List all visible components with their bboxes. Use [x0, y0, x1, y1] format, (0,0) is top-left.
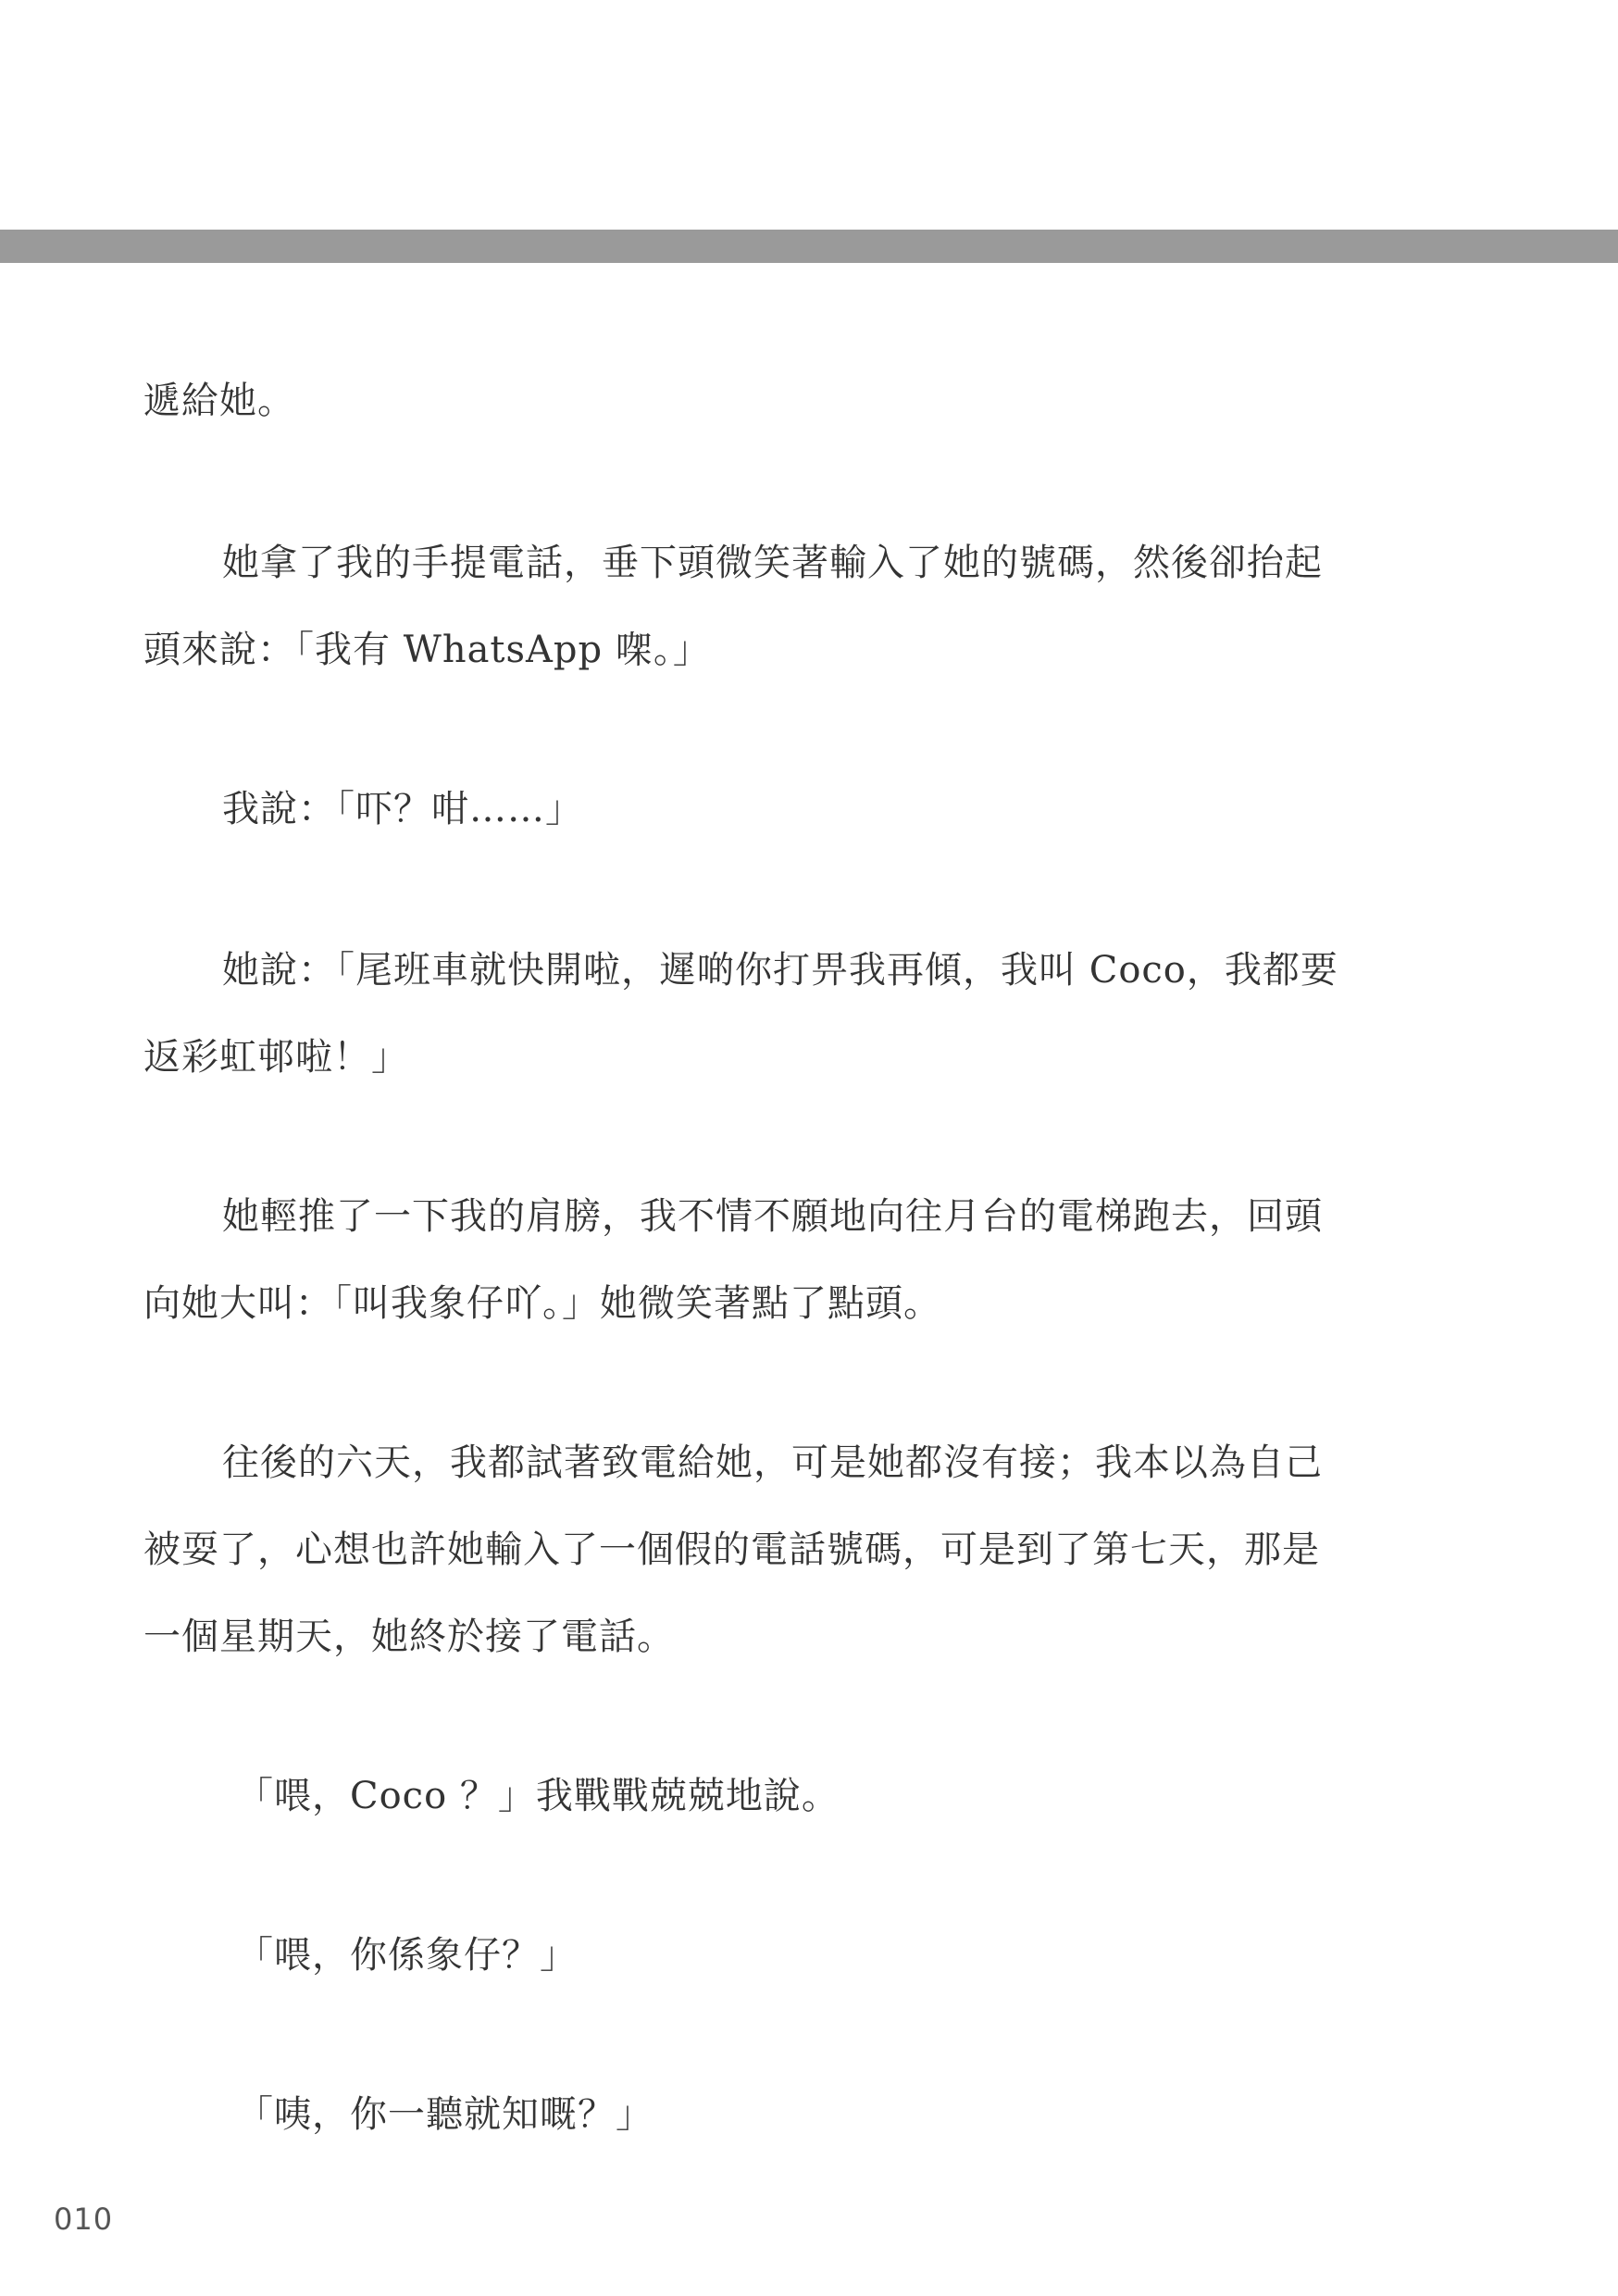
text-line: 她輕推了一下我的肩膀，我不情不願地向往月台的電梯跑去，回頭	[222, 1195, 1323, 1238]
text-line: 一個星期天，她終於接了電話。	[143, 1616, 675, 1658]
text-line: 返彩虹邨啦！」	[143, 1036, 409, 1079]
text-line: 向她大叫：「叫我象仔吖。」她微笑著點了點頭。	[143, 1282, 941, 1325]
text-line: 她說：「尾班車就快開啦，遲啲你打畀我再傾，我叫 Coco，我都要	[222, 949, 1338, 992]
text-line: 頭來說：「我有 WhatsApp 㗎。」	[143, 629, 711, 671]
text-line: 「喂，你係象仔？」	[236, 1934, 578, 1977]
text-line: 往後的六天，我都試著致電給她，可是她都沒有接；我本以為自己	[222, 1441, 1323, 1484]
text-line: 「咦，你一聽就知嘅？」	[236, 2093, 653, 2136]
text-line: 「喂，Coco ？」我戰戰兢兢地說。	[236, 1775, 840, 1817]
header-bar	[0, 230, 1618, 263]
text-line: 被耍了，心想也許她輸入了一個假的電話號碼，可是到了第七天，那是	[143, 1529, 1320, 1571]
page-number: 010	[54, 2202, 114, 2237]
text-line: 她拿了我的手提電話，垂下頭微笑著輸入了她的號碼，然後卻抬起	[222, 542, 1323, 584]
text-line: 我說：「吓？咁……」	[222, 788, 583, 830]
text-line: 遞給她。	[143, 380, 295, 422]
